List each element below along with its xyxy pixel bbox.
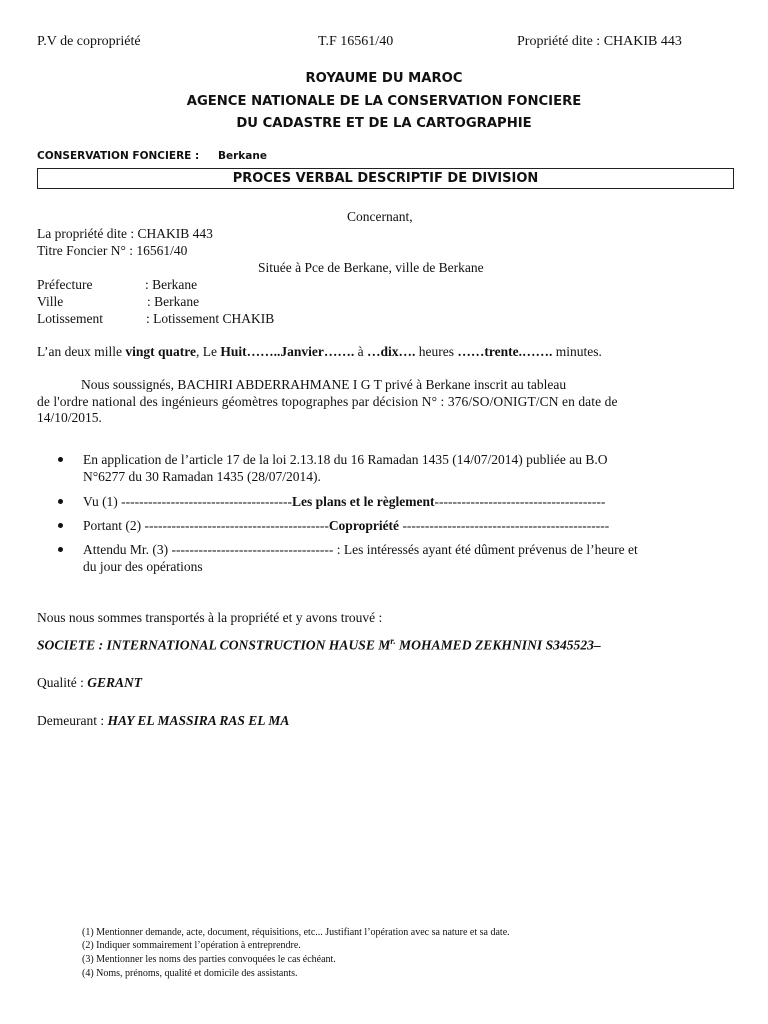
prefecture-value: : Berkane bbox=[145, 277, 198, 292]
footnote-1: (1) Mentionner demande, acte, document, réquisitions, etc... Justifiant l’opération avec sa nature et sa date. bbox=[82, 927, 510, 938]
footnote-2: (2) Indiquer sommairement l’opération à entreprendre. bbox=[82, 940, 301, 951]
demeurant-label: Demeurant : bbox=[37, 713, 108, 728]
intro-line-3: 14/10/2015. bbox=[37, 410, 102, 425]
ville-value: : Berkane bbox=[147, 294, 200, 309]
title-cadastre: DU CADASTRE ET DE LA CARTOGRAPHIE bbox=[236, 116, 532, 131]
clause-3-value: Copropriété bbox=[328, 518, 400, 533]
intro-line-2: de l'ordre national des ingénieurs géomètres topographes par décision N° : 376/SO/ONIGT/CN en date de bbox=[37, 394, 618, 409]
date-text-4: heures bbox=[415, 344, 458, 359]
clause-2-suffix: -------------------------------------- bbox=[434, 494, 606, 509]
societe-name: MOHAMED ZEKHNINI S345523– bbox=[395, 637, 601, 653]
date-day: Huit……..Janvier……. bbox=[220, 344, 355, 359]
clause-4-line-2: du jour des opérations bbox=[83, 559, 203, 574]
header-right: Propriété dite : CHAKIB 443 bbox=[517, 34, 682, 49]
footnote-3: (3) Mentionner les noms des parties convoquées le cas échéant. bbox=[82, 954, 336, 965]
clause-3-suffix: ---------------------------------------------- bbox=[399, 518, 610, 533]
clause-4-line-1: Attendu Mr. (3) ------------------------------------ : Les intéressés ayant été dûment prévenus de l’heure et bbox=[83, 542, 638, 557]
clause-3-prefix: Portant (2) ----------------------------------------- bbox=[83, 518, 329, 533]
property-name: La propriété dite : CHAKIB 443 bbox=[37, 226, 213, 241]
qualite-label: Qualité : bbox=[37, 675, 88, 690]
demeurant-line bbox=[37, 713, 289, 729]
qualite-value: GERANT bbox=[87, 675, 143, 690]
list-item bbox=[54, 451, 714, 485]
date-text-3: à bbox=[354, 344, 367, 359]
conservation-value: Berkane bbox=[218, 150, 267, 162]
conservation-label: CONSERVATION FONCIERE : bbox=[37, 150, 200, 162]
qualite-line bbox=[37, 675, 142, 691]
list-item bbox=[54, 493, 714, 510]
date-text-1: L’an deux mille bbox=[37, 344, 126, 359]
document-title-banner bbox=[37, 168, 734, 189]
date-minutes: ……trente.……. bbox=[457, 344, 553, 359]
bullet-icon bbox=[58, 547, 63, 552]
list-item bbox=[54, 517, 714, 534]
clauses-list bbox=[54, 451, 714, 575]
clause-1-line-1: En application de l’article 17 de la loi 2.13.18 du 16 Ramadan 1435 (14/07/2014) publiée au B.O bbox=[83, 452, 608, 467]
clause-2-prefix: Vu (1) -------------------------------------- bbox=[83, 494, 293, 509]
footnote-4: (4) Noms, prénoms, qualité et domicile des assistants. bbox=[82, 968, 298, 979]
clause-2-value: Les plans et le règlement bbox=[292, 494, 435, 509]
bullet-icon bbox=[58, 523, 63, 528]
date-text-2: , Le bbox=[196, 344, 221, 359]
ville-label: Ville bbox=[37, 294, 64, 309]
date-line bbox=[37, 344, 602, 360]
societe-line bbox=[37, 636, 601, 654]
header-left: P.V de copropriété bbox=[37, 34, 141, 49]
intro-line-1: Nous soussignés, BACHIRI ABDERRAHMANE I G T privé à Berkane inscrit au tableau bbox=[81, 377, 567, 392]
bullet-icon bbox=[58, 499, 63, 504]
demeurant-value: HAY EL MASSIRA RAS EL MA bbox=[107, 713, 290, 728]
date-hour: …dix…. bbox=[367, 344, 416, 359]
societe-sup: r. bbox=[390, 636, 396, 646]
prefecture-label: Préfecture bbox=[37, 277, 93, 292]
clause-1-line-2: N°6277 du 30 Ramadan 1435 (28/07/2014). bbox=[83, 469, 321, 484]
property-location: Située à Pce de Berkane, ville de Berkane bbox=[258, 260, 484, 275]
list-item bbox=[54, 541, 714, 575]
titre-foncier: Titre Foncier N° : 16561/40 bbox=[37, 243, 188, 258]
societe-text: SOCIETE : INTERNATIONAL CONSTRUCTION HAUSE M bbox=[37, 637, 391, 653]
transport-text: Nous nous sommes transportés à la propriété et y avons trouvé : bbox=[37, 610, 383, 625]
title-kingdom: ROYAUME DU MAROC bbox=[305, 71, 463, 86]
lotissement-label: Lotissement bbox=[37, 311, 103, 326]
date-text-5: minutes. bbox=[552, 344, 602, 359]
bullet-icon bbox=[58, 457, 63, 462]
document-title: PROCES VERBAL DESCRIPTIF DE DIVISION bbox=[232, 171, 539, 186]
title-agency: AGENCE NATIONALE DE LA CONSERVATION FONCIERE bbox=[186, 94, 582, 109]
header-center: T.F 16561/40 bbox=[318, 34, 394, 49]
date-year: vingt quatre bbox=[125, 344, 196, 359]
concernant-label: Concernant, bbox=[347, 209, 413, 224]
lotissement-value: : Lotissement CHAKIB bbox=[146, 311, 275, 326]
